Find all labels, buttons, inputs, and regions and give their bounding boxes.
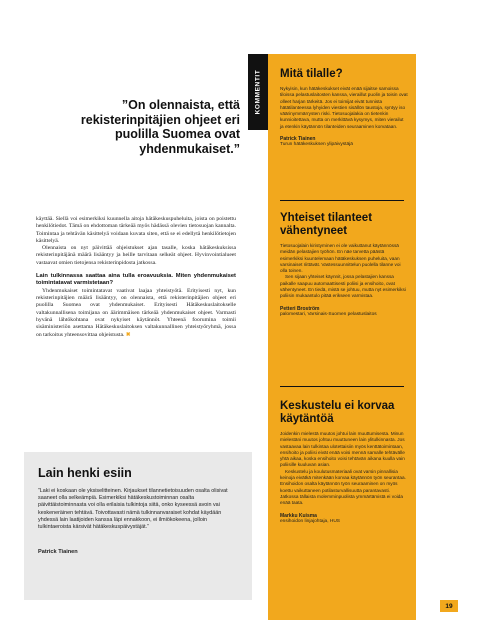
pull-quote: ”On olennaista, että rekisterinpitäjien ohjeet eri puolilla Suomea ovat yhdenmukaiset.” [80,98,240,156]
comment-text: Sen sijaan yhteiset käynnit, jossa pelastajien kanssa paikalle saapuu automaattisesti poliisi ja ensihoito, ovat vähentyneet. En tiedä, mistä se johtuu, mutta nyt esimerkiksi poliisin mukaantulo pitää erikseen varmistaa. [280,274,406,299]
comment-title: Yhteiset tilanteet vähentyneet [280,212,373,237]
article-paragraph: Yhdenmukaiset toimintatavat vaativat laajaa yhteistyötä. Erityisesti nyt, kun rekisterinpitäjien määrä lisääntyy, on olennaista, että rekisterinpitäjien ohjeet eri puolilla Suomea ovat yhdenmukaiset. Erityisesti Hätäkeskuslaitokselle valtakunnallisena toimijana on äärimmäisen tärkeää yhdenmukaiset ohjeet. Varmasti hyvänä lähtökohtana ovat nykyiset käytännöt. Yhteenä foorumina toimii sisäministeriön asettama Hätäkeskuslaitoksen valtakunnallinen yhteistyöryhmä, jossa on tarkoitus yhteensovittaa ohjeistusta. ✖ [36,287,236,338]
box-title: Lain henki esiin [38,466,132,480]
commenter-role: Turun hätäkeskuksen ylipäivystäjä [280,142,353,148]
comment-title: Keskustelu ei korvaa käytäntöä [280,400,395,425]
article-subhead: Lain tulkinnassa saattaa aina tulla eroavuuksia. Miten yhdenmukaiset toimintatavat varmistetaan? [36,273,236,287]
comment-section-3 [280,400,408,525]
section-divider [280,386,404,387]
comment-title: Mitä tilalle? [280,68,343,80]
comment-text: Tietosuojalain kiristyminen ei ole vaikuttanut käytännössä meidän pelastajien työhön. En näe tarvetta päästä esimerkiksi kuuntelemaan hätäkeskuksen puheluita, vaan varsinaiset riittävät. Vastessuunnittelun puolella tilanne voi olla toinen. [280,243,401,274]
section-tag: KOMMENTIT [248,54,268,130]
box-text: ”Laki ei koskaan ole yksiselitteinen. Kirjaukset tilannetietoisuuden osalta olisivat saaneet olla selkeämpiä. Esimerkiksi hätäkeskustoiminnan osalta päivittäistoiminnasta voi olla erilaisia tulkintoja siitä, onko kyseessä avoin vai keskeneräinen tehtävä. Toivottavasti nämä tulkinnanvaraiset kohdat käydään yhdessä lain laatijoiden kanssa läpi ennakkoon, ei ilmiökokeena, jolloin tulkintaeroista kärsivät hätäkeskuspäivystäjät.” [38,488,228,531]
section-divider [280,200,404,201]
comment-text: Nykyisin, kun hätäkeskukset eivät enää sijaitse samoissa tiloissa pelastuslaitosten kanssa, vieraillut puolin ja toisin ovat olleet harjan tärkeitä. Jos ei toimijat eivät tunnista hätätilanteessa lyhyiden viestien sisällön taustoja, syntyy iso väärinymmärrysten riski. Tietosuojalakia on tietenkin kunnioitettava, mutta on merkittävä kysymys, miten vierailut ja etenkin käytännön tilanteiden seuraaminen korvataan. [280,86,408,129]
comments-panel [268,54,416,620]
page-number: 19 [440,600,458,612]
comment-text: Joidenkin mielestä muutos johtui lain muuttumisesta. Minun mielestäni muutos johtuu muuttuneen lain ylitulkinnasta. Jos vastaavaa lain tulkintaa ulotettaisiin myös kenttätoimintaan, ensihoito ja poliisi eivät enää voisi mennä samalle tehtävälle yhtä aikaa, koska ensihoito voisi tehtävän aikana kuulla vain poliisille kuuluvan asian. [280,431,405,468]
sidebar-box [24,452,252,600]
commenter-name: Markku Kuisma [280,512,317,519]
article-paragraph: Olennaista on nyt päivittää ohjeistukset ajan tasalle, koska hätäkeskuksissa rekisterinpitäjänä määrä lisääntyy ja heille tarvitaan selkeät ohjeet. Hyvinvointialueet vastaavat omien tietojensa rekisterinpidosta jatkossa. [36,245,236,266]
commenter-name: Patrick Tiainen [280,136,316,143]
commenter-role: ensihoidon linjajohtaja, HUS [280,518,340,524]
comment-section-2 [280,212,408,318]
end-mark-icon: ✖ [125,331,131,338]
box-signature: Patrick Tiainen [38,549,78,556]
article-body [36,216,236,339]
commenter-name: Petteri Broström [280,305,320,312]
comment-text: Keskustelu ja koulutusmateriaali ovat varsin pinnallisia keinoja eivätkä mitenkään korvaa käytännön työn seurantaa. Ensihoidon osalta käytännön työn seuraaminen on myös koettu vaikuttaneen potilasturvallisuutta parantavasti. Jatkossa tällaista molemminpuolista ymmärtämistä ei voida enää taata. [280,468,406,506]
comment-section-1 [280,68,408,149]
article-paragraph: käyttää. Siellä voi esimerkiksi kuunnella aitoja hätäkeskuspuheluita, joista on poistettu henkilötiedot. Tämä on ehdottoman tärkeää myös hädässä olevien tietosuojan kannalta. Toimintaa ja tehtävän käsittelyä voidaan kuvata siten, että se ei edellytä henkilötietojen käsittelyä. [36,216,236,244]
commenter-role: palomestari, Varsinais-Suomen pelastuslaitos [280,311,377,317]
